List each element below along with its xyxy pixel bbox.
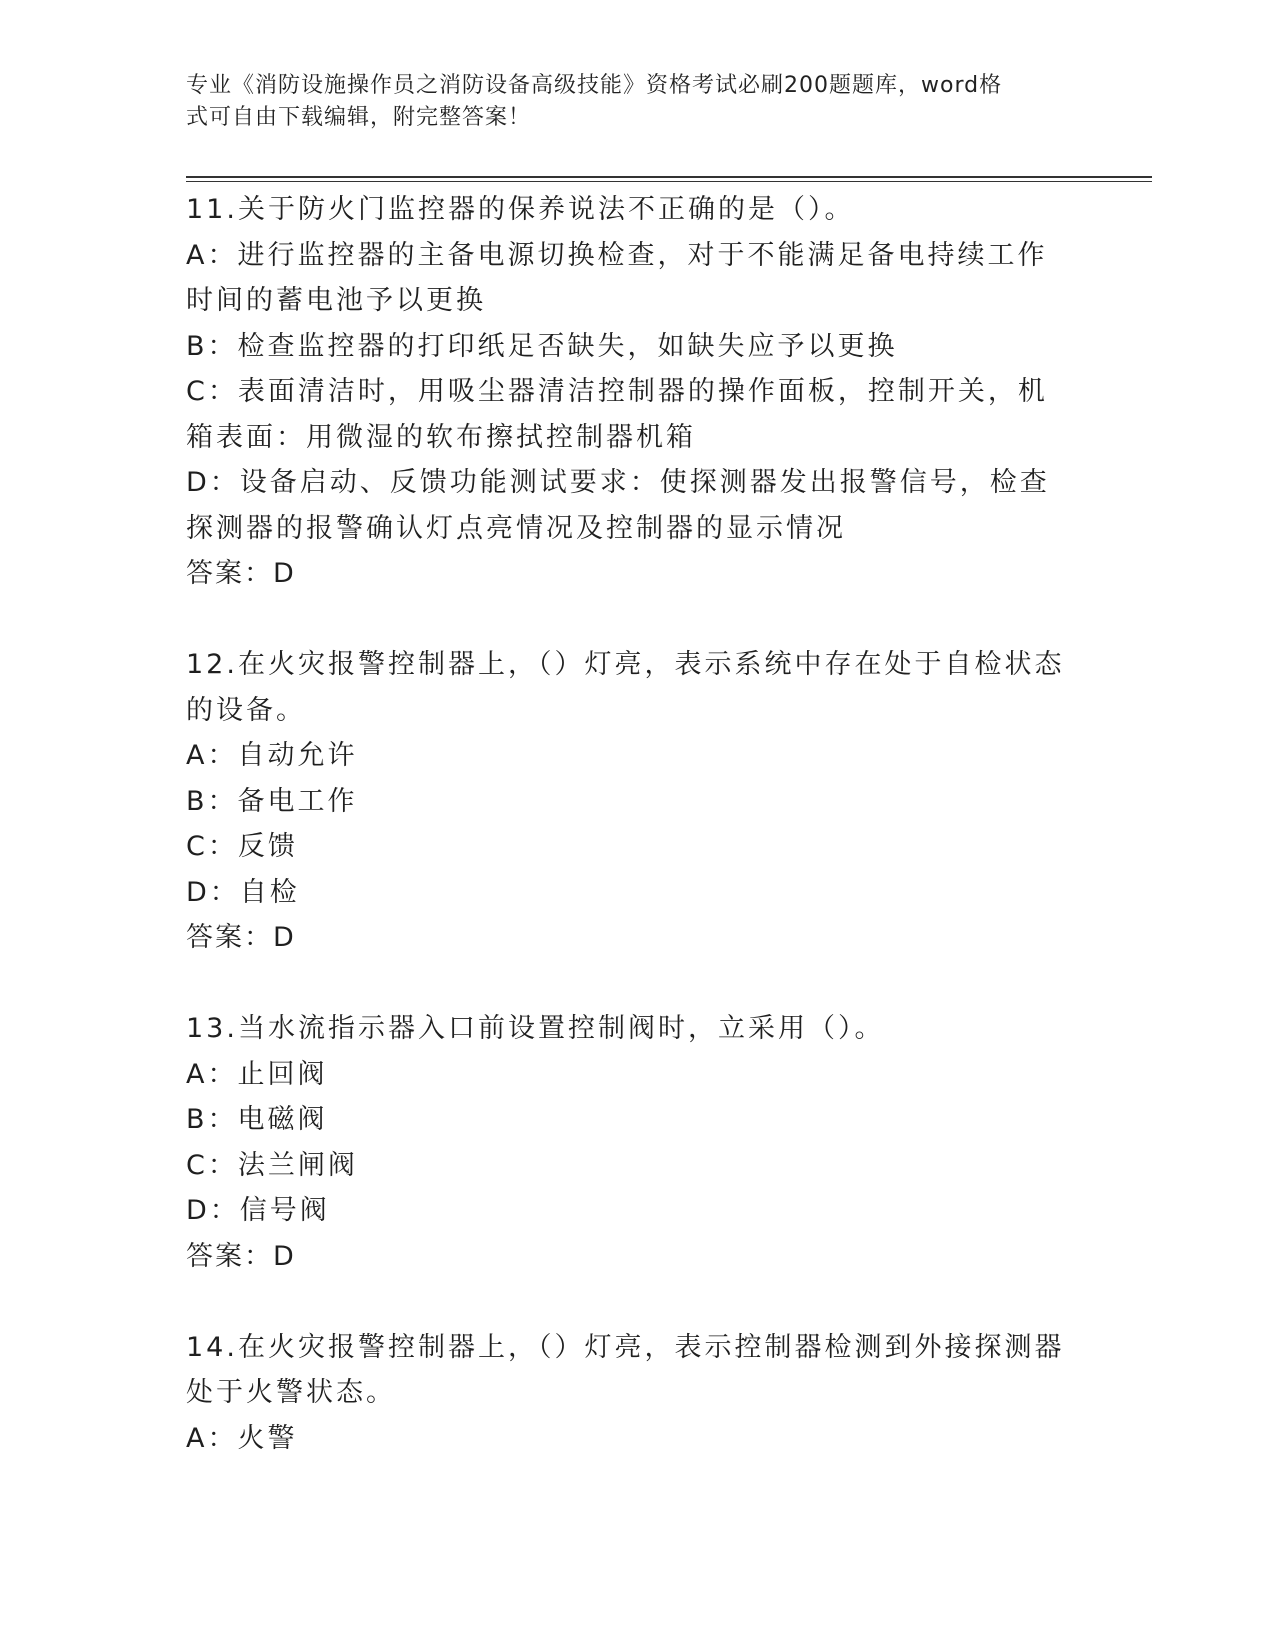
option-b: B：电磁阀 [186,1104,328,1135]
option-d: D：信号阀 [186,1195,330,1226]
question-spacer [186,597,1076,643]
option-c: C：反馈 [186,831,298,862]
question-stem: 13.当水流指示器入口前设置控制阀时，立采用（）。 [186,1013,885,1044]
option-a: A：止回阀 [186,1058,328,1090]
question-12 [186,642,1076,961]
answer: 答案：D [186,1240,296,1272]
question-spacer [186,1279,1076,1325]
question-stem: 12.在火灾报警控制器上，（）灯亮，表示系统中存在处于自检状态的设备。 [186,649,1065,726]
option-c: C：法兰闸阀 [186,1149,358,1181]
question-13 [186,1006,1076,1279]
question-14 [186,1325,1076,1462]
header-line-2: 式可自由下载编辑，附完整答案！ [186,105,532,130]
option-a: A：进行监控器的主备电源切换检查，对于不能满足备电持续工作时间的蓄电池予以更换 [186,239,1048,316]
option-d: D：设备启动、反馈功能测试要求：使探测器发出报警信号，检查探测器的报警确认灯点亮情况及控制器的显示情况 [186,467,1050,544]
answer: 答案：D [186,558,296,589]
question-list [186,187,1076,1461]
option-a: A：火警 [186,1422,298,1454]
option-a: A：自动允许 [186,740,358,771]
question-stem: 14.在火灾报警控制器上，（）灯亮，表示控制器检测到外接探测器处于火警状态。 [186,1331,1065,1408]
header-line-1: 专业《消防设施操作员之消防设备高级技能》资格考试必刷200题题库，word格 [186,73,1003,98]
header-divider-thick [186,176,1152,178]
option-d: D：自检 [186,876,300,908]
header-divider-thin [186,181,1152,182]
option-c: C：表面清洁时，用吸尘器清洁控制器的操作面板，控制开关，机箱表面：用微湿的软布擦拭控制器机箱 [186,376,1048,453]
question-stem: 11.关于防火门监控器的保养说法不正确的是（）。 [186,194,855,225]
answer: 答案：D [186,922,296,953]
question-spacer [186,961,1076,1007]
option-b: B：检查监控器的打印纸足否缺失，如缺失应予以更换 [186,330,898,362]
question-11 [186,187,1076,597]
option-b: B：备电工作 [186,785,358,817]
document-header [186,70,1066,134]
